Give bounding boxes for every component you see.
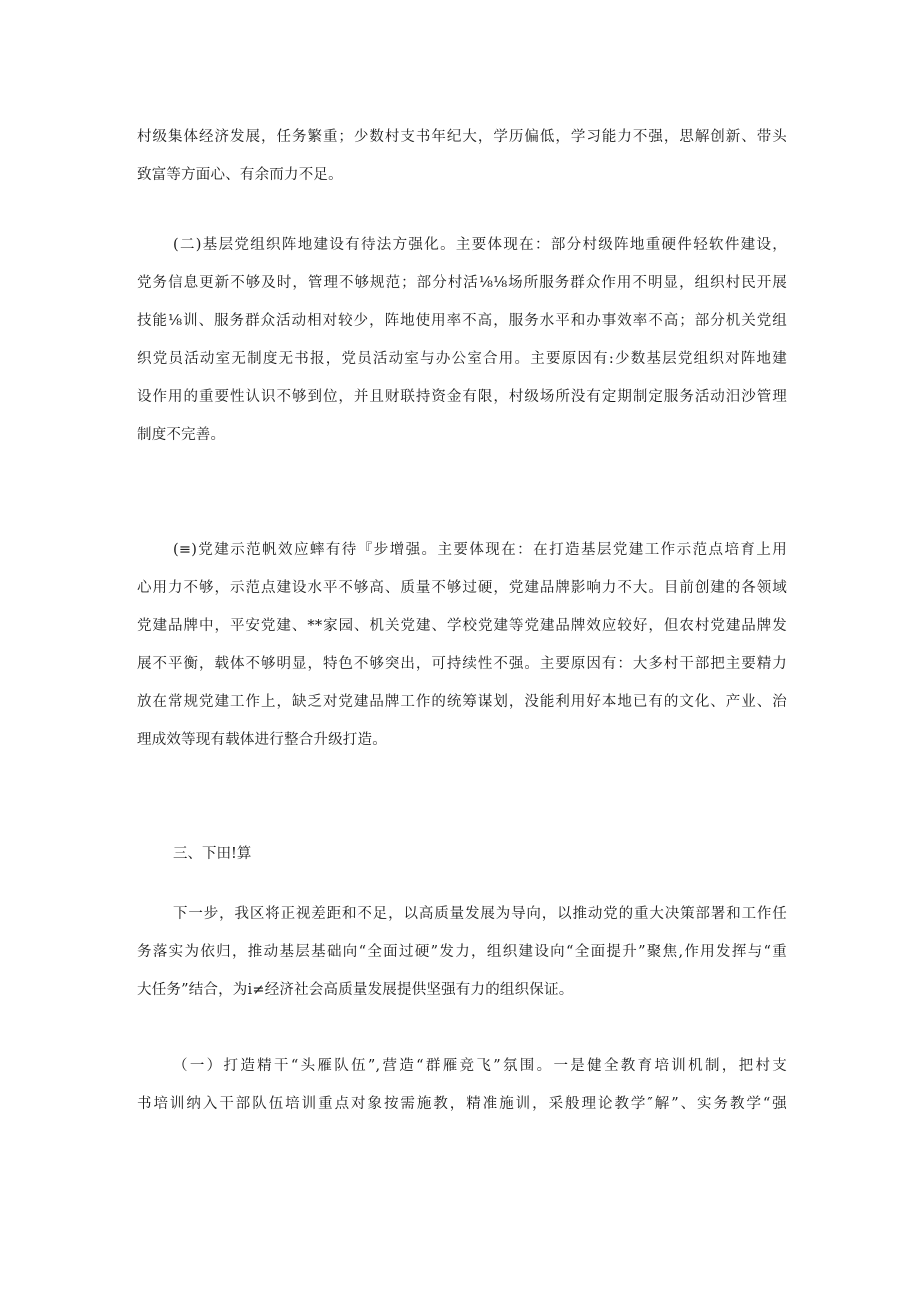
text-line: 书培训纳入干部队伍培训重点对象按需施教，精准施训，采般理论教学″解”、实务教学“强 xyxy=(137,1096,787,1112)
text-line: 党务信息更新不够及时，管理不够规范；部分村活⅛⅛场所服务群众作用不明显，组织村民开展 xyxy=(137,275,787,291)
text-line: 村级集体经济发展，任务繁重；少数村支书年纪大，学历偏低，学习能力不强，思解创新、带头 xyxy=(137,129,787,145)
text-line: 制度不完善。 xyxy=(137,427,226,443)
text-line: 织党员活动室无制度无书报，党员活动室与办公室合用。主要原因有:少数基层党组织对阵地建 xyxy=(137,351,787,367)
text-line: (≡)党建示范帆效应蟀有待『步增强。主要体现在：在打造基层党建工作示范点培育上用 xyxy=(173,542,787,558)
text-line: 党建品牌中，平安党建、**家园、机关党建、学校党建等党建品牌效应较好，但农村党建品牌发 xyxy=(137,618,787,634)
text-line: (二)基层党组织阵地建设有待法方强化。主要体现在：部分村级阵地重硬件轻软件建设， xyxy=(173,237,787,253)
paragraph-section-2 xyxy=(137,226,787,454)
text-line: 务落实为依归，推动基层基础向“全面过硬”发力，组织建设向“全面提升”聚焦,作用发挥与“重 xyxy=(137,944,787,960)
text-line: 放在常规党建工作上，缺乏对党建品牌工作的统筹谋划，没能利用好本地已有的文化、产业、治 xyxy=(137,694,787,710)
text-line: （一）打造精干“头雁队伍”,营造“群雁竞飞”氛围。一是健全教育培训机制，把村支 xyxy=(173,1058,787,1074)
text-line: 技能⅛训、服务群众活动相对较少，阵地使用率不高，服务水平和办事效率不高；部分机关党组 xyxy=(137,313,787,329)
text-line: 心用力不够，示范点建设水平不够高、质量不够过硬，党建品牌影响力不大。目前创建的各领域 xyxy=(137,580,787,596)
text-line: 下一步，我区将正视差距和不足，以高质量发展为导向，以推动党的重大决策部署和工作任 xyxy=(173,906,787,922)
text-line: 理成效等现有载体进行整合升级打造。 xyxy=(137,732,387,748)
paragraph-next-step xyxy=(137,895,787,1009)
paragraph-section-3 xyxy=(137,531,787,759)
section-heading: 三、下田!算 xyxy=(173,846,252,862)
text-line: 设作用的重要性认识不够到位，并且财联持资金有限，村级场所没有定期制定服务活动汨沙管理 xyxy=(137,389,787,405)
text-line: 大任务”结合，为i≠经济社会高质量发展提供坚强有力的组织保证。 xyxy=(137,982,574,998)
text-line: 致富等方面心、有余而力不足。 xyxy=(137,167,343,183)
paragraph-measure-1 xyxy=(137,1047,787,1123)
text-line: 展不平衡，载体不够明显，特色不够突出，可持续性不强。主要原因有：大多村干部把主要精力 xyxy=(137,656,787,672)
paragraph-continuation xyxy=(137,118,787,194)
